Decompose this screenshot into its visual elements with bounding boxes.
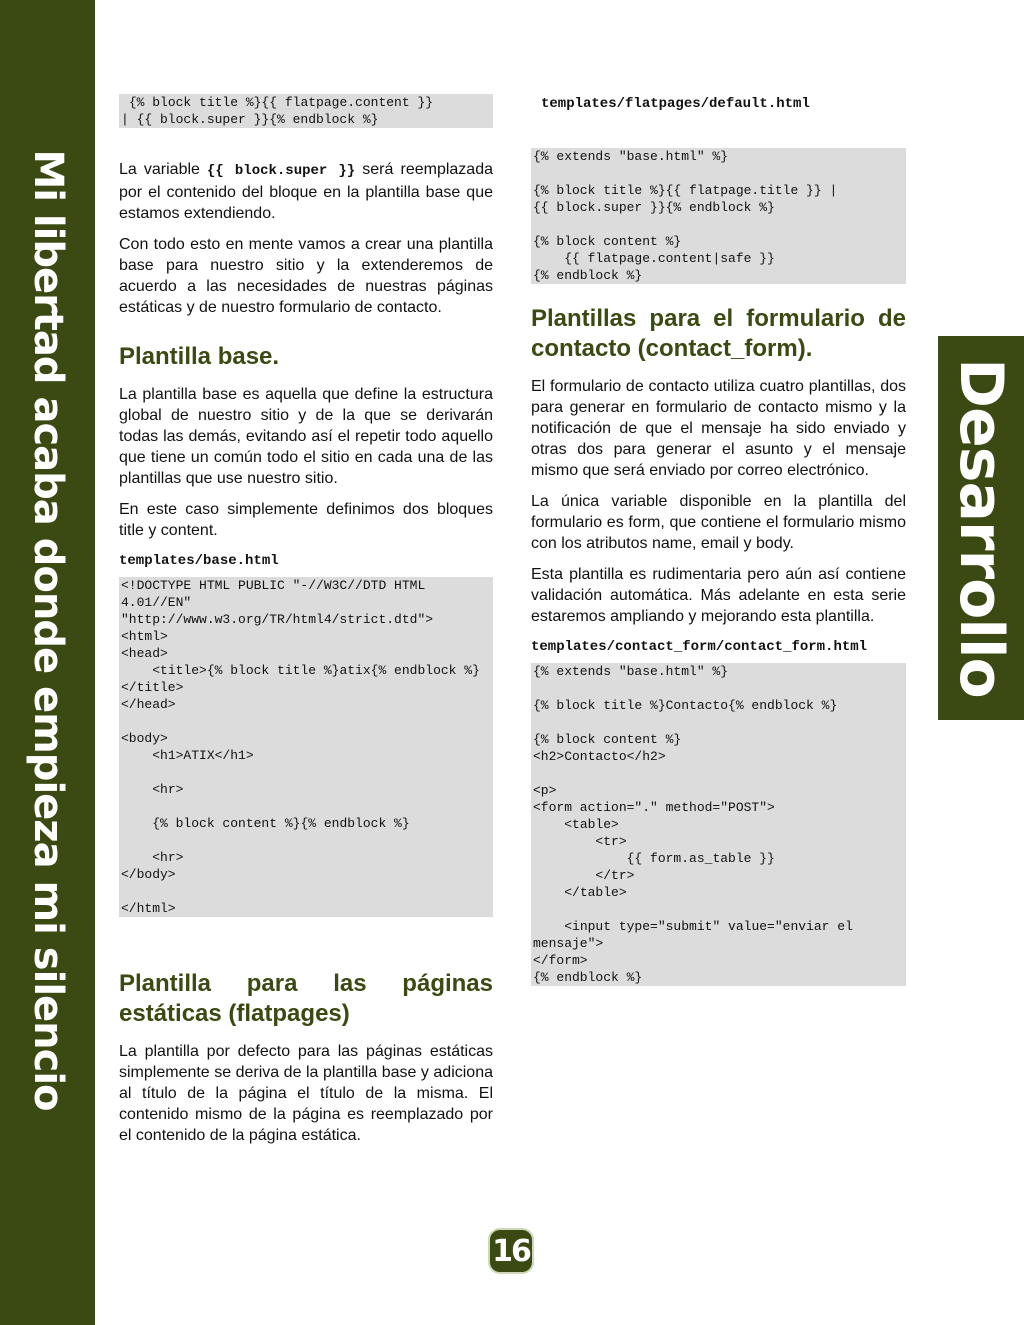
- code-block-base: <!DOCTYPE HTML PUBLIC "-//W3C//DTD HTML 4.01//EN" "http://www.w3.org/TR/html4/strict.dtd"> <html> <head> <title>{% block title %}atix{% endblock %}</title> </head> <body> <h1>ATIX</h1> <hr> {% block content %}{% endblock %} <hr> </body> </html>: [119, 577, 493, 917]
- paragraph-base-desc: La plantilla base es aquella que define la estructura global de nuestro sitio y de la que se derivarán todas las demás, evitando así el repetir todo aquello que tiene un común todo el sitio en cada una de las plantillas que use nuestro sitio.: [119, 386, 493, 487]
- paragraph-contact-2: La única variable disponible en la plantilla del formulario es form, que contiene el formulario mismo con los atributos name, email y body.: [531, 493, 906, 552]
- section-tab-label: Desarrollo: [946, 358, 1016, 698]
- section-tab: [938, 336, 1024, 720]
- filename-contact: templates/contact_form/contact_form.html: [531, 639, 868, 655]
- paragraph-blocks: En este caso simplemente definimos dos bloques title y content.: [119, 501, 493, 539]
- text-pre: La variable: [119, 161, 208, 178]
- paragraph-contact-1: El formulario de contacto utiliza cuatro plantillas, dos para generar en formulario de contacto mismo y la notificación de que el mensaje ha sido enviado y otras dos para generar el asunto y el mensaje mismo que será enviado por correo electrónico.: [531, 378, 906, 479]
- right-column: [531, 94, 906, 986]
- heading-plantilla-base: Plantilla base.: [119, 343, 280, 370]
- paragraph-flatpages: La plantilla por defecto para las páginas estáticas simplemente se deriva de la plantilla base y adiciona al título de la página el título de la misma. El contenido mismo de la página es reemplazado por el contenido de la página estática.: [119, 1043, 493, 1144]
- paragraph-contact-3: Esta plantilla es rudimentaria pero aún así contiene validación automática. Más adelante en esta serie estaremos ampliando y mejorando esta plantilla.: [531, 566, 906, 625]
- page-number-badge: 16: [488, 1228, 534, 1274]
- code-block-contact: {% extends "base.html" %} {% block title %}Contacto{% endblock %} {% block content %} <h2>Contacto</h2> <p> <form action="." method="POST"> <table> <tr> {{ form.as_table }} </tr> </table> <input type="submit" value="enviar el mensaje"> </form> {% endblock %}: [531, 663, 906, 986]
- filename-default: templates/flatpages/default.html: [541, 96, 810, 112]
- text-post: será reemplazada por el contenido del bloque en la plantilla base que estamos extendiendo.: [119, 161, 493, 222]
- inline-code: {{ block.super }}: [207, 163, 356, 179]
- sidebar-quote: Mi libertad acaba donde empieza mi silencio: [24, 149, 71, 1111]
- left-sidebar-band: [0, 0, 95, 1325]
- paragraph-block-super: [119, 159, 493, 224]
- code-block-title: {% block title %}{{ flatpage.content }} | {{ block.super }}{% endblock %}: [119, 94, 493, 128]
- paragraph-intro: Con todo esto en mente vamos a crear una plantilla base para nuestro sitio y la extenderemos de acuerdo a las necesidades de nuestras páginas estáticas y de nuestro formulario de contacto.: [119, 236, 493, 316]
- heading-flatpages: Plantilla para las páginas estáticas (flatpages): [119, 970, 493, 1027]
- filename-base: templates/base.html: [119, 553, 279, 569]
- left-column: [119, 94, 493, 1156]
- heading-contact-form: Plantillas para el formulario de contacto (contact_form).: [531, 305, 906, 362]
- code-block-default: {% extends "base.html" %} {% block title %}{{ flatpage.title }} | {{ block.super }}{% endblock %} {% block content %} {{ flatpage.content|safe }} {% endblock %}: [531, 148, 906, 284]
